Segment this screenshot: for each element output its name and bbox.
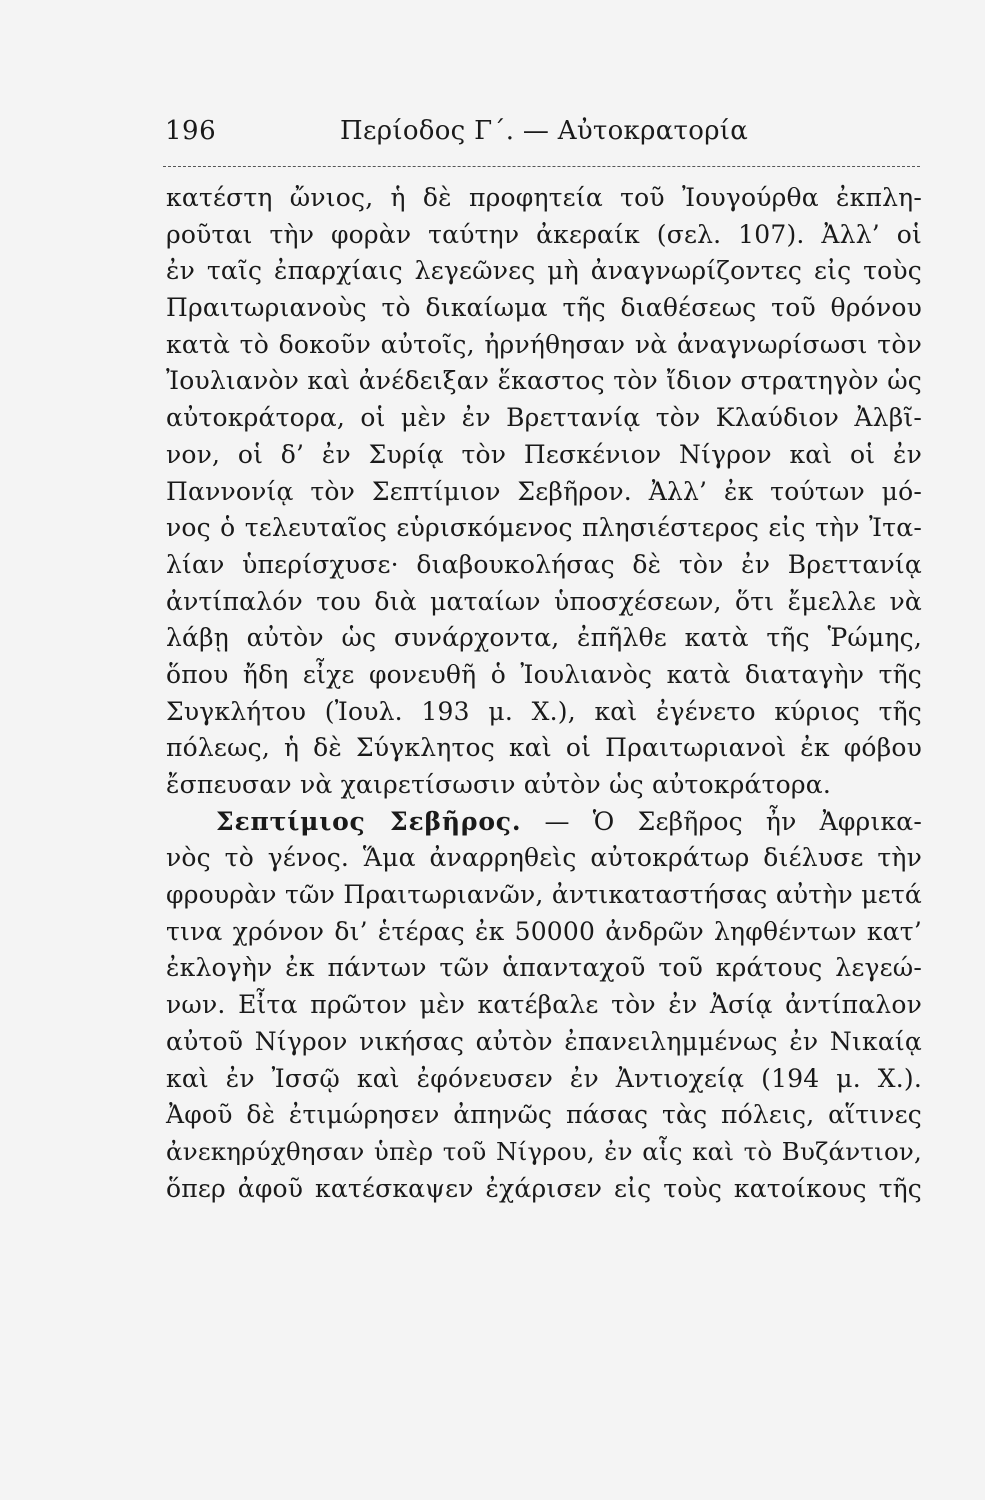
text-line: Πραιτωριανοὺς τὸ δικαίωμα τῆς διαθέσεως τοῦ θρόνου [166,293,922,323]
text-line: νον, οἱ δ’ ἐν Συρίᾳ τὸν Πεσκένιον Νίγρον καὶ οἱ ἐν [166,439,922,469]
page-number: 196 [165,116,217,146]
text-line: ἐν ταῖς ἐπαρχίαις λεγεῶνες μὴ ἀναγνωρίζοντες εἰς τοὺς [166,256,922,286]
text-line: καὶ ἐν Ἰσσῷ καὶ ἐφόνευσεν ἐν Ἀντιοχείᾳ (194 μ. Χ.). [166,1063,922,1093]
text-line: νων. Εἶτα πρῶτον μὲν κατέβαλε τὸν ἐν Ἀσίᾳ ἀντίπαλον [166,990,922,1020]
text-line: Παννονίᾳ τὸν Σεπτίμιον Σεβῆρον. Ἀλλ’ ἐκ τούτων μό- [166,476,922,506]
text-line: λάβῃ αὐτὸν ὡς συνάρχοντα, ἐπῆλθε κατὰ τῆς Ῥώμης, [166,623,922,653]
text-line: νὸς τὸ γένος. Ἅμα ἀναρρηθεὶς αὐτοκράτωρ διέλυσε τὴν [166,843,922,873]
section-first-line [166,804,922,841]
section-first-line-text: — Ὁ Σεβῆρος ἦν Ἀφρικα- [544,806,923,836]
text-line: ὅπερ ἀφοῦ κατέσκαψεν ἐχάρισεν εἰς τοὺς κατοίκους τῆς [166,1173,922,1203]
text-line: ἀντίπαλόν του διὰ ματαίων ὑποσχέσεων, ὅτι ἔμελλε νὰ [166,586,922,616]
text-line: ροῦται τὴν φορὰν ταύτην ἀκεραίκ (σελ. 107). Ἀλλ’ οἱ [166,219,922,249]
text-line: ὅπου ἤδη εἶχε φονευθῆ ὁ Ἰουλιανὸς κατὰ διαταγὴν τῆς [166,659,922,689]
section-heading: Σεπτίμιος Σεβῆρος. [216,806,522,836]
text-line: λίαν ὑπερίσχυσε· διαβουκολήσας δὲ τὸν ἐν Βρεττανίᾳ [166,549,922,579]
header-rule [163,166,920,167]
text-line: κατέστη ὤνιος, ἡ δὲ προφητεία τοῦ Ἰουγούρθα ἐκπλη- [166,183,922,212]
text-line: αὐτοῦ Νίγρον νικήσας αὐτὸν ἐπανειλημμένως ἐν Νικαίᾳ [166,1026,922,1056]
text-line: τινα χρόνον δι’ ἑτέρας ἐκ 50000 ἀνδρῶν ληφθέντων κατ’ [166,916,922,946]
text-line: Συγκλήτου (Ἰουλ. 193 μ. Χ.), καὶ ἐγένετο κύριος τῆς [166,696,922,726]
text-line: κατὰ τὸ δοκοῦν αὐτοῖς, ἠρνήθησαν νὰ ἀναγνωρίσωσι τὸν [166,329,922,359]
text-line: Ἀφοῦ δὲ ἐτιμώρησεν ἀπηνῶς πάσας τὰς πόλεις, αἵτινες [166,1100,922,1130]
text-line: πόλεως, ἡ δὲ Σύγκλητος καὶ οἱ Πραιτωριανοὶ ἐκ φόβου [166,733,922,763]
page-header [165,116,920,158]
body-text [166,180,922,1207]
text-line: ἔσπευσαν νὰ χαιρετίσωσιν αὐτὸν ὡς αὐτοκράτορα. [166,770,831,799]
text-line: φρουρὰν τῶν Πραιτωριανῶν, ἀντικαταστήσας αὐτὴν μετά [166,880,922,910]
text-line: ἀνεκηρύχθησαν ὑπὲρ τοῦ Νίγρου, ἐν αἷς καὶ τὸ Βυζάντιον, [166,1136,922,1166]
text-line: αὐτοκράτορα, οἱ μὲν ἐν Βρεττανίᾳ τὸν Κλαύδιον Ἀλβῖ- [166,403,922,433]
running-title: Περίοδος Γ΄. — Αὐτοκρατορία [340,116,749,146]
text-line: ἐκλογὴν ἐκ πάντων τῶν ἁπανταχοῦ τοῦ κράτους λεγεώ- [166,953,922,983]
text-line: Ἰουλιανὸν καὶ ἀνέδειξαν ἕκαστος τὸν ἴδιον στρατηγὸν ὡς [166,366,922,396]
text-line: νος ὁ τελευταῖος εὑρισκόμενος πλησιέστερος εἰς τὴν Ἰτα- [166,513,922,543]
